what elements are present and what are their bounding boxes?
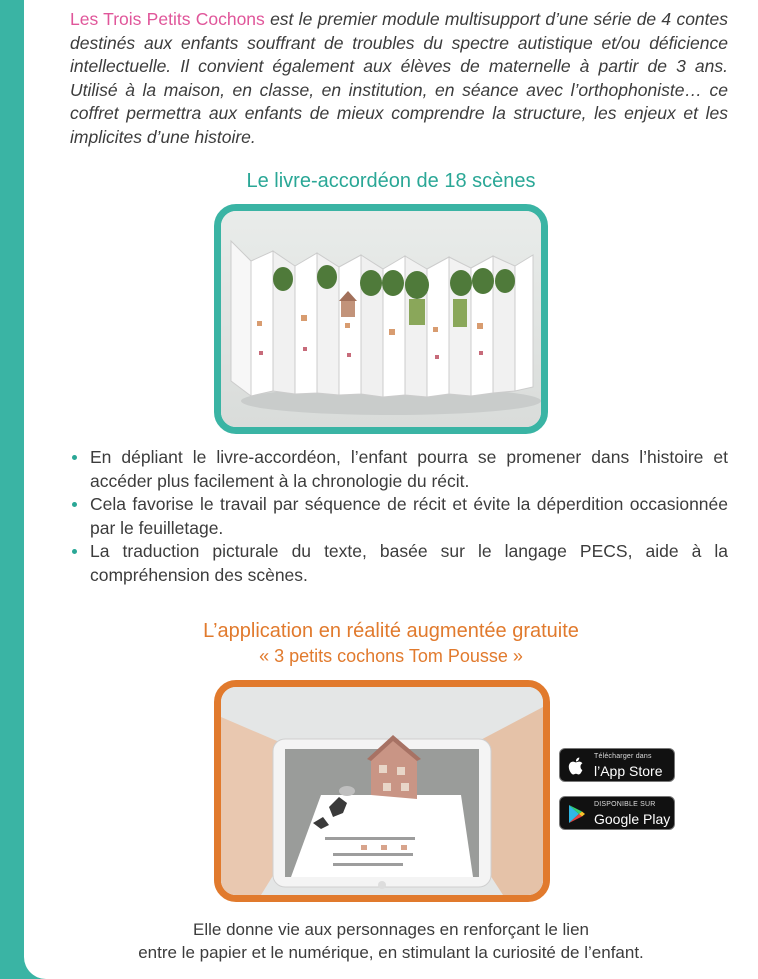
list-item: En dépliant le livre-accordéon, l’enfant pourra se promener dans l’histoire et accéder plus facilement à la chronologie du récit. xyxy=(68,446,728,493)
brand-name: Les Trois Petits Cochons xyxy=(70,9,265,29)
app-caption xyxy=(24,918,758,964)
section-accordion-title: Le livre-accordéon de 18 scènes xyxy=(246,170,536,192)
list-item: La traduction picturale du texte, basée sur le langage PECS, aide à la compréhension des scènes. xyxy=(68,540,728,587)
ar-app-photo xyxy=(214,680,550,902)
google-play-icon xyxy=(568,804,586,824)
tablet-ar-illustration xyxy=(221,687,543,895)
googleplay-big-text: Google Play xyxy=(594,811,671,827)
appstore-small-text: Télécharger dans xyxy=(594,753,652,760)
caption-line-2: entre le papier et le numérique, en stimulant la curiosité de l’enfant. xyxy=(138,943,644,962)
google-play-badge[interactable] xyxy=(559,796,675,830)
intro-text: est le premier module multisupport d’une série de 4 contes destinés aux enfants souffrant de troubles du spectre autistique et/ou déficience intellectuelle. Il convient également aux élèves de maternelle à partir de 3 ans. Utilisé à la maison, en classe, en institution, en séance avec l’orthophoniste… ce coffret permettra aux enfants de mieux comprendre la structure, les enjeux et les implicites d’une histoire. xyxy=(70,9,728,147)
accordion-book-photo xyxy=(214,204,548,434)
list-item: Cela favorise le travail par séquence de récit et évite la déperdition occasionnée par le feuilletage. xyxy=(68,493,728,540)
googleplay-small-text: DISPONIBLE SUR xyxy=(594,801,656,808)
accordion-benefits-list xyxy=(68,446,728,587)
section-app-subtitle: « 3 petits cochons Tom Pousse » xyxy=(259,646,523,666)
brochure-page xyxy=(24,0,758,979)
apple-icon xyxy=(568,756,586,776)
app-store-badge[interactable] xyxy=(559,748,675,782)
accordion-book-illustration xyxy=(221,211,541,427)
appstore-big-text: l’App Store xyxy=(594,763,663,779)
intro-paragraph xyxy=(70,8,728,149)
caption-line-1: Elle donne vie aux personnages en renforçant le lien xyxy=(193,920,589,939)
section-app-title: L’application en réalité augmentée gratuite xyxy=(203,620,579,642)
